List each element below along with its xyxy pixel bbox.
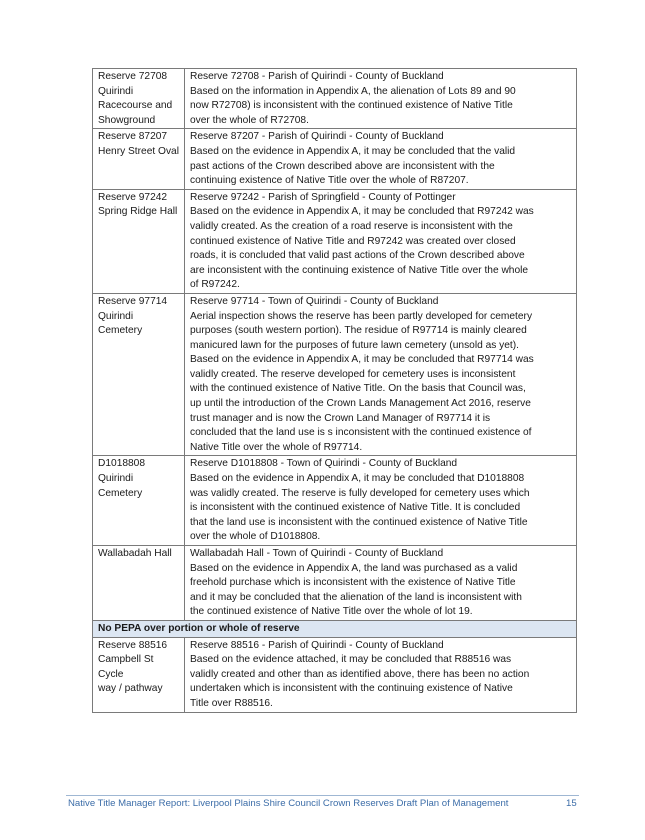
reserve-detail-line: is inconsistent with the continued existence of Native Title. It is concluded: [190, 502, 521, 514]
reserve-detail-line: Based on the evidence attached, it may be concluded that R88516 was: [190, 654, 512, 666]
reserve-detail-line: Aerial inspection shows the reserve has been partly developed for cemetery: [190, 310, 533, 322]
reserve-detail-line: and it may be concluded that the alienation of the land is inconsistent with: [190, 591, 522, 603]
reserve-detail-line: the continued existence of Native Title over the whole of lot 19.: [190, 606, 473, 618]
reserves-table: [92, 68, 577, 713]
reserve-name-line: Henry Street Oval: [98, 145, 179, 157]
reserve-detail-line: continued existence of Native Title and R97242 was created over closed: [190, 235, 516, 247]
reserves-table-body: [93, 69, 577, 713]
reserve-detail-line: Reserve 72708 - Parish of Quirindi - County of Buckland: [190, 71, 444, 82]
reserve-detail-line: up until the introduction of the Crown Lands Management Act 2016, reserve: [190, 398, 531, 410]
reserve-detail-line: Based on the evidence in Appendix A, it may be concluded that D1018808: [190, 473, 525, 485]
reserve-detail-line: of R97242.: [190, 279, 240, 291]
reserve-detail-line: past actions of the Crown described above are inconsistent with the: [190, 160, 495, 172]
reserve-name-cell: [93, 456, 185, 546]
reserve-detail-line: freehold purchase which is inconsistent with the existence of Native Title: [190, 577, 516, 589]
reserve-detail-line: purposes (south western portion). The residue of R97714 is mainly cleared: [190, 325, 527, 337]
reserve-detail-line: validly created. As the creation of a road reserve is inconsistent with the: [190, 220, 513, 232]
reserve-detail-line: that the land use is inconsistent with the continued existence of Native Title: [190, 516, 528, 528]
reserve-name-cell: [93, 293, 185, 456]
table-row: [93, 69, 577, 129]
reserve-detail-line: Reserve 87207 - Parish of Quirindi - County of Buckland: [190, 131, 444, 143]
table-row: [93, 456, 577, 546]
table-row: [93, 637, 577, 712]
reserve-name-line: Reserve 72708: [98, 71, 168, 82]
reserve-detail-line: Based on the evidence in Appendix A, it may be concluded that R97714 was: [190, 354, 534, 366]
reserve-detail-line: concluded that the land use is s inconsistent with the continued existence of: [190, 427, 532, 439]
reserve-detail-line: Title over R88516.: [190, 697, 273, 709]
footer-divider: [66, 795, 579, 796]
reserve-detail-line: with the continued existence of Native Title. On the basis that Council was,: [190, 383, 526, 395]
reserve-name-cell: [93, 129, 185, 189]
reserve-detail-line: validly created. The reserve developed for cemetery uses is inconsistent: [190, 368, 516, 380]
reserve-name-line: Reserve 97714: [98, 295, 168, 307]
reserve-detail-line: Reserve D1018808 - Town of Quirindi - County of Buckland: [190, 458, 458, 470]
reserve-detail-line: Based on the evidence in Appendix A, it may be concluded that R97242 was: [190, 206, 534, 218]
reserve-name-line: Reserve 97242: [98, 191, 168, 203]
reserve-detail-line: Wallabadah Hall - Town of Quirindi - County of Buckland: [190, 548, 444, 559]
reserve-details-cell: [185, 456, 577, 546]
reserve-name-line: Cemetery: [98, 487, 143, 499]
reserve-detail-line: continuing existence of Native Title over the whole of R87207.: [190, 175, 469, 187]
section-heading: No PEPA over portion or whole of reserve: [93, 620, 577, 637]
reserve-detail-line: roads, it is concluded that valid past actions of the Crown described above: [190, 250, 525, 262]
reserve-detail-line: Native Title over the whole of R97714.: [190, 441, 363, 453]
reserve-name-line: Quirindi: [98, 310, 134, 322]
reserve-detail-line: validly created and other than as identified above, there has been no action: [190, 668, 530, 680]
reserve-detail-line: Reserve 97714 - Town of Quirindi - County of Buckland: [190, 295, 439, 307]
reserve-details-cell: [185, 129, 577, 189]
reserve-name-line: Reserve 87207: [98, 131, 168, 143]
reserve-detail-line: over the whole of R72708.: [190, 114, 309, 126]
reserve-detail-line: Based on the information in Appendix A, the alienation of Lots 89 and 90: [190, 85, 516, 97]
section-heading-row: [93, 620, 577, 637]
reserve-detail-line: Reserve 88516 - Parish of Quirindi - County of Buckland: [190, 639, 444, 651]
reserve-name-line: D1018808: [98, 458, 146, 470]
table-row: [93, 129, 577, 189]
reserve-name-line: Spring Ridge Hall: [98, 206, 178, 218]
reserve-details-cell: [185, 546, 577, 621]
reserve-name-line: Wallabadah Hall: [98, 548, 172, 559]
reserve-detail-line: Reserve 97242 - Parish of Springfield - County of Pottinger: [190, 191, 456, 203]
reserve-name-cell: [93, 189, 185, 293]
reserve-detail-line: was validly created. The reserve is fully developed for cemetery uses which: [190, 487, 530, 499]
reserve-name-line: Racecourse and: [98, 100, 173, 112]
reserve-name-cell: [93, 69, 185, 129]
table-row: [93, 546, 577, 621]
reserve-detail-line: Based on the evidence in Appendix A, the land was purchased as a valid: [190, 562, 518, 574]
reserve-name-line: way / pathway: [98, 683, 163, 695]
reserve-details-cell: [185, 69, 577, 129]
table-row: [93, 189, 577, 293]
reserve-details-cell: [185, 293, 577, 456]
reserve-detail-line: manicured lawn for the purposes of future lawn cemetery (unsold as yet).: [190, 339, 519, 351]
table-row: [93, 293, 577, 456]
footer-report-title: Native Title Manager Report: Liverpool Plains Shire Council Crown Reserves Draft Plan of Management: [68, 798, 509, 809]
reserve-name-cell: [93, 546, 185, 621]
reserve-name-line: Showground: [98, 114, 156, 126]
reserve-name-line: Quirindi: [98, 85, 134, 97]
reserve-name-line: Reserve 88516: [98, 639, 168, 651]
reserve-name-line: Quirindi: [98, 473, 134, 485]
reserve-detail-line: trust manager and is now the Crown Land Manager of R97714 it is: [190, 412, 491, 424]
reserve-name-cell: [93, 637, 185, 712]
reserve-detail-line: undertaken which is inconsistent with the continuing existence of Native: [190, 683, 513, 695]
reserve-name-line: Cemetery: [98, 325, 143, 337]
footer-page-number: 15: [566, 798, 577, 809]
reserve-details-cell: [185, 189, 577, 293]
reserve-detail-line: over the whole of D1018808.: [190, 531, 321, 543]
reserve-detail-line: Based on the evidence in Appendix A, it may be concluded that the valid: [190, 145, 516, 157]
reserve-name-line: Campbell St Cycle: [98, 654, 154, 680]
reserve-detail-line: are inconsistent with the continuing existence of Native Title over the whole: [190, 264, 529, 276]
reserve-detail-line: now R72708) is inconsistent with the continued existence of Native Title: [190, 100, 513, 112]
reserve-details-cell: [185, 637, 577, 712]
